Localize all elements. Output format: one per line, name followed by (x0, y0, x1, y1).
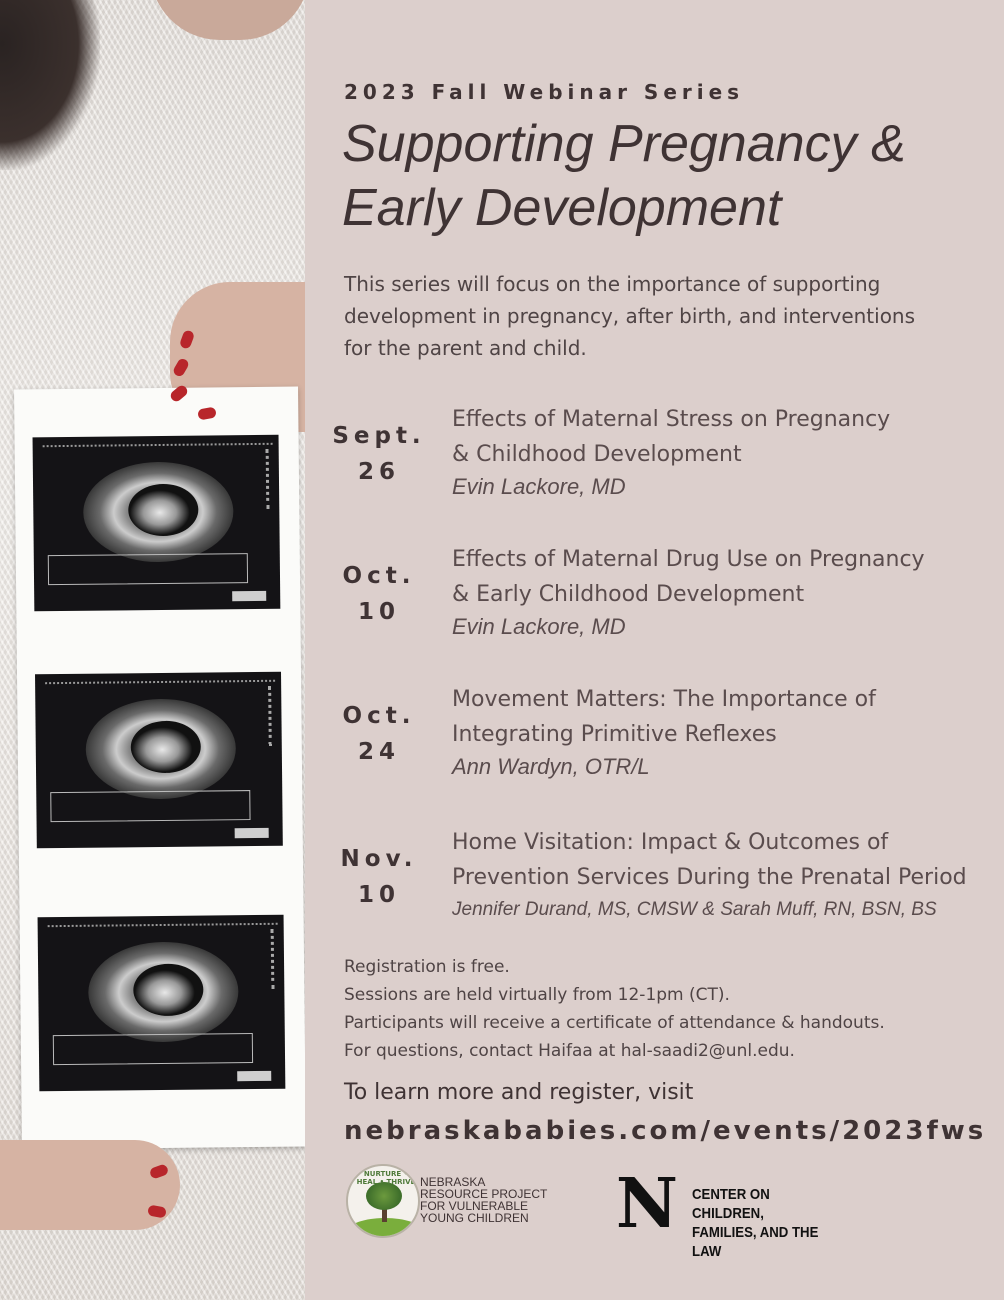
ultrasound-scan-1 (33, 435, 281, 612)
tree-emblem-icon (346, 1164, 420, 1238)
intro-line: This series will focus on the importance of supporting (344, 272, 881, 296)
nrp-line: YOUNG CHILDREN (420, 1211, 529, 1225)
event-title (452, 825, 992, 895)
event-title-line: Prevention Services During the Prenatal Period (452, 865, 967, 890)
ultrasound-scan-3 (38, 915, 286, 1092)
nrp-line: FOR VULNERABLE (420, 1199, 529, 1213)
intro-line: for the parent and child. (344, 336, 587, 360)
event-speaker: Evin Lackore, MD (452, 474, 626, 499)
event-date (330, 841, 428, 913)
event-speaker: Jennifer Durand, MS, CMSW & Sarah Muff, RN, BSN, BS (452, 899, 937, 920)
neck-shape (150, 0, 305, 40)
event-item (330, 542, 990, 652)
event-title-line: Home Visitation: Impact & Outcomes of (452, 830, 889, 855)
series-eyebrow: 2023 Fall Webinar Series (344, 80, 745, 104)
title-line-2: Early Development (342, 179, 782, 237)
info-line[interactable]: For questions, contact Haifaa at hal-saadi2@unl.edu. (344, 1041, 795, 1061)
event-title-line: & Childhood Development (452, 442, 742, 467)
event-day: 24 (357, 739, 400, 765)
event-day: 10 (357, 882, 400, 908)
event-item (330, 682, 990, 792)
event-title-line: Effects of Maternal Stress on Pregnancy (452, 407, 891, 432)
page-title (342, 112, 982, 240)
cta-text: To learn more and register, visit (344, 1080, 694, 1105)
intro-line: development in pregnancy, after birth, and interventions (344, 304, 916, 328)
register-link[interactable]: nebraskababies.com/events/2023fws (344, 1116, 987, 1146)
event-title-line: Effects of Maternal Drug Use on Pregnancy (452, 547, 925, 572)
title-line-1: Supporting Pregnancy & (342, 115, 906, 173)
event-day: 26 (357, 459, 400, 485)
emblem-motto: NURTURE • HEAL • THRIVE (356, 1170, 416, 1186)
event-speaker: Ann Wardyn, OTR/L (452, 754, 650, 779)
intro-paragraph (344, 268, 964, 364)
event-month: Oct. (342, 703, 416, 729)
registration-info (344, 953, 964, 1065)
info-line: Participants will receive a certificate of attendance & handouts. (344, 1013, 885, 1033)
event-item (330, 402, 990, 512)
info-line: Sessions are held virtually from 12-1pm (CT). (344, 985, 730, 1005)
event-day: 10 (357, 599, 400, 625)
ultrasound-scan-2 (35, 672, 283, 849)
event-speaker: Evin Lackore, MD (452, 614, 626, 639)
hair-shape (0, 0, 100, 170)
event-title-line: Movement Matters: The Importance of (452, 687, 876, 712)
center-name (692, 1185, 842, 1261)
event-title-line: Integrating Primitive Reflexes (452, 722, 777, 747)
event-title-line: & Early Childhood Development (452, 582, 805, 607)
event-date (330, 558, 428, 630)
event-month: Oct. (342, 563, 416, 589)
nrp-org-name (420, 1176, 580, 1224)
event-month: Nov. (340, 846, 418, 872)
event-date (330, 418, 428, 490)
event-date (330, 698, 428, 770)
event-title (452, 682, 992, 752)
nebraska-n-icon: N (615, 1164, 679, 1244)
event-item (330, 825, 990, 935)
center-line: CENTER ON CHILDREN, (692, 1186, 770, 1222)
event-title (452, 402, 992, 472)
event-title (452, 542, 992, 612)
event-month: Sept. (332, 423, 426, 449)
nebraska-resource-project-logo (344, 1162, 574, 1242)
ultrasound-strip (14, 387, 305, 1150)
nrp-line: NEBRASKA (420, 1175, 486, 1189)
info-line: Registration is free. (344, 957, 510, 977)
hero-photo (0, 0, 305, 1300)
center-line: FAMILIES, AND THE LAW (692, 1224, 819, 1260)
unl-center-logo (614, 1164, 854, 1260)
nrp-line: RESOURCE PROJECT (420, 1187, 548, 1201)
